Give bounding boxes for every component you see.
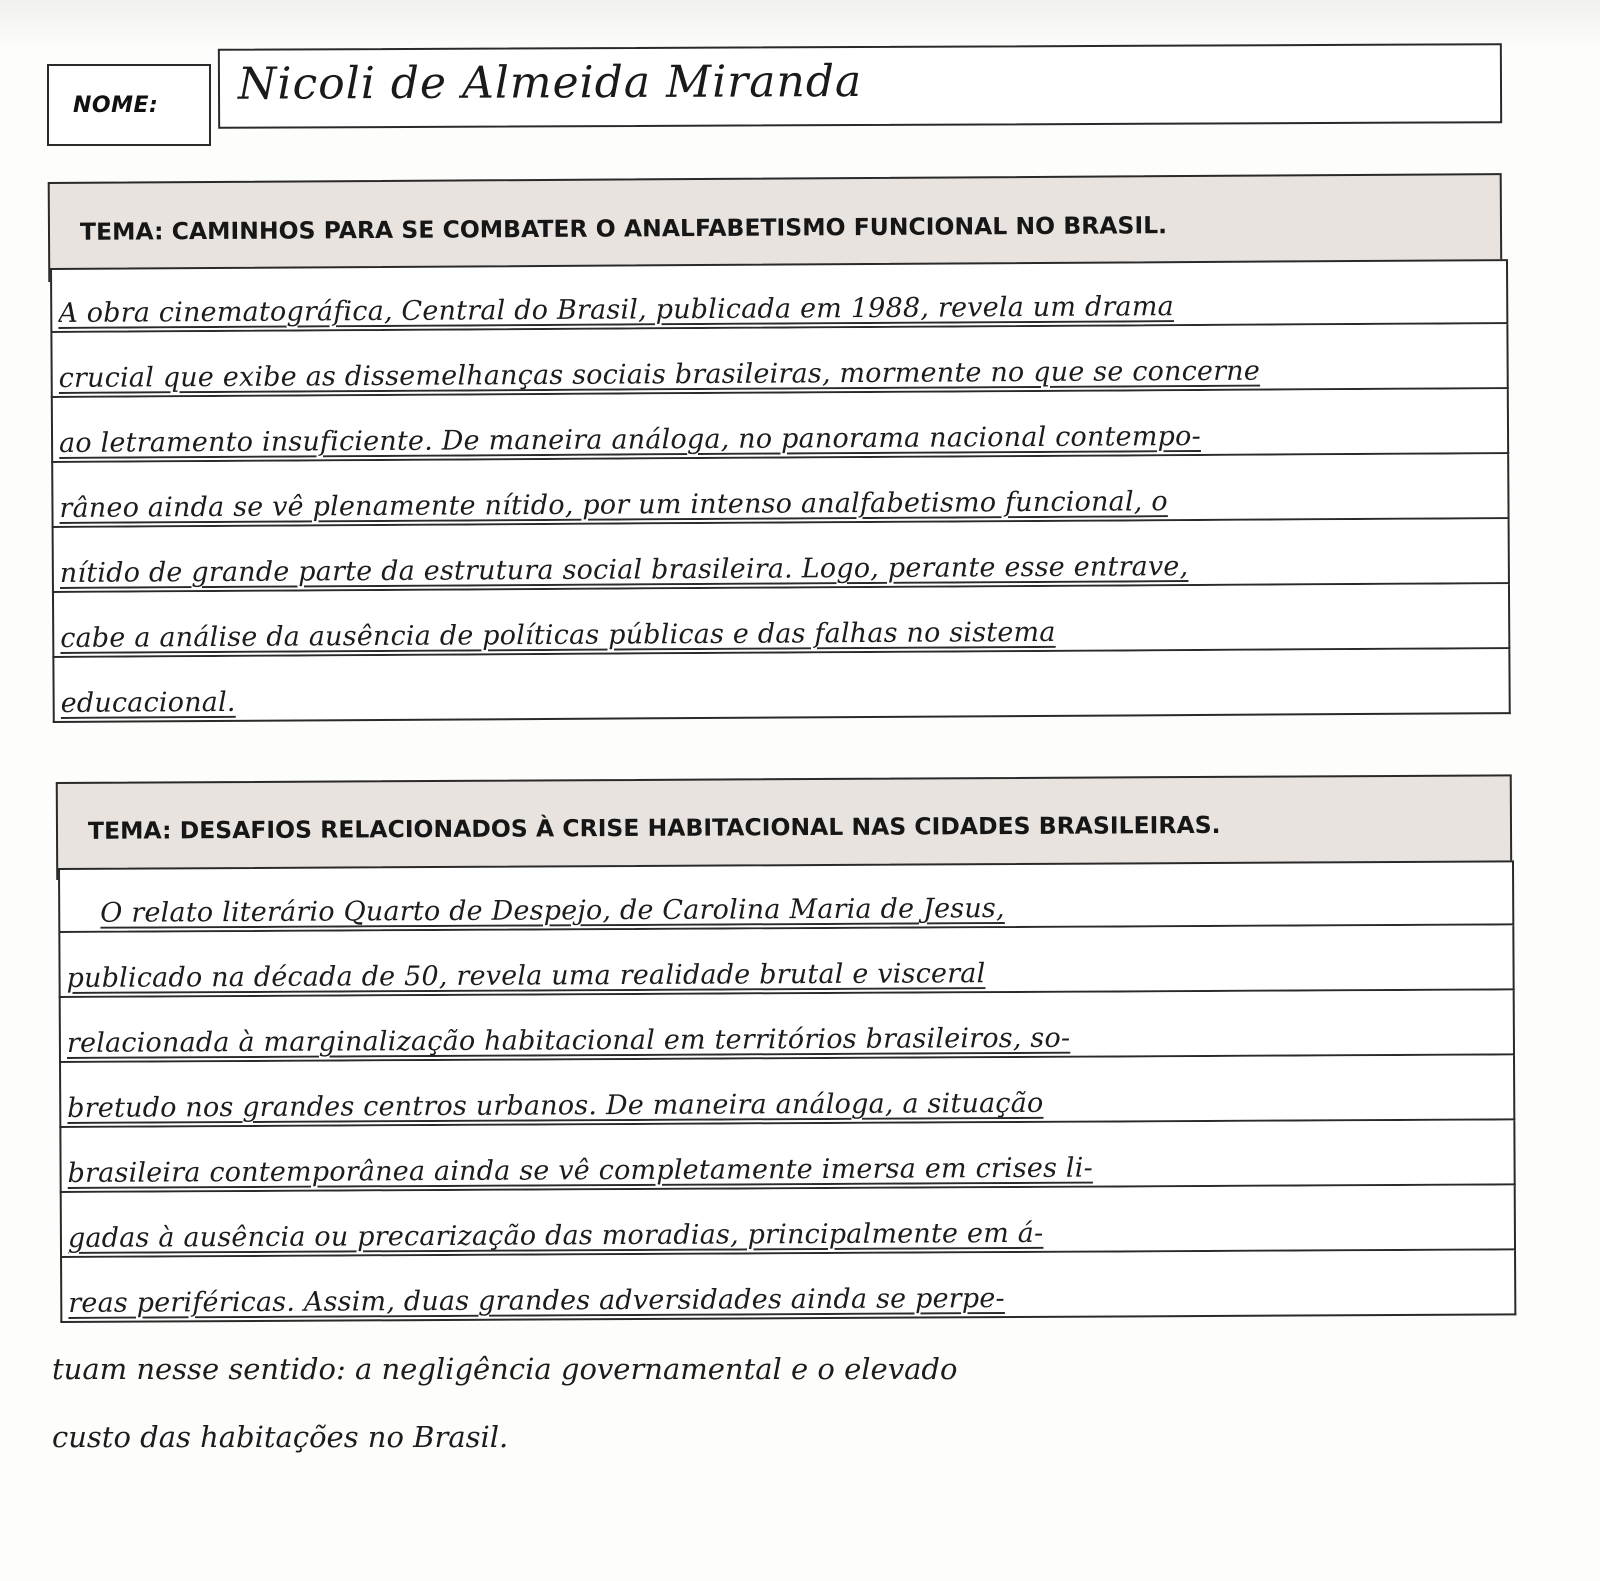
essay-line <box>59 1055 1515 1128</box>
essay-line <box>58 860 1514 933</box>
name-label-box <box>47 64 211 146</box>
essay-line-text: râneo ainda se vê plenamente nítido, por um intenso analfabetismo funcional, o <box>59 486 1168 524</box>
essay-line <box>59 990 1515 1063</box>
essay-2-lines <box>58 860 1516 1323</box>
essay-line-text: nítido de grande parte da estrutura social brasileira. Logo, perante esse entrave, <box>59 551 1189 589</box>
essay-line-text: ao letramento insuficiente. De maneira análoga, no panorama nacional contempo- <box>58 420 1201 459</box>
essay-line-text: relacionada à marginalização habitacional em territórios brasileiros, so- <box>66 1022 1071 1059</box>
essay-line <box>52 584 1510 658</box>
essay-line <box>50 259 1508 333</box>
essay-line <box>52 649 1510 723</box>
essay-line <box>52 519 1510 593</box>
essay-line <box>51 454 1509 528</box>
theme-title-1: TEMA: CAMINHOS PARA SE COMBATER O ANALFABETISMO FUNCIONAL NO BRASIL. <box>79 211 1168 246</box>
name-field <box>218 43 1502 129</box>
name-label: NOME: <box>73 92 159 118</box>
theme-title-2: TEMA: DESAFIOS RELACIONADOS À CRISE HABITACIONAL NAS CIDADES BRASILEIRAS. <box>87 810 1221 845</box>
essay-line-text: publicado na década de 50, revela uma realidade brutal e visceral <box>66 958 986 994</box>
essay-line-text: brasileira contemporânea ainda se vê completamente imersa em crises li- <box>67 1152 1093 1189</box>
essay-line-text: cabe a análise da ausência de políticas públicas e das falhas no sistema <box>60 616 1056 654</box>
essay-line-text: crucial que exibe as dissemelhanças sociais brasileiras, mormente no que se concerne <box>58 355 1261 394</box>
essay-line <box>60 1185 1516 1258</box>
essay-line-text: gadas à ausência ou precarização das moradias, principalmente em á- <box>67 1217 1044 1254</box>
essay-line-text: O relato literário Quarto de Despejo, de Carolina Maria de Jesus, <box>100 893 1005 929</box>
essay-line-text: reas periféricas. Assim, duas grandes adversidades ainda se perpe- <box>68 1283 1005 1319</box>
essay-free-line: custo das habitações no Brasil. <box>52 1420 509 1454</box>
scan-edge-shadow <box>0 0 1600 50</box>
essay-line-text: educacional. <box>60 686 236 719</box>
essay-line <box>50 324 1508 398</box>
essay-line <box>51 389 1509 463</box>
student-name: Nicoli de Almeida Miranda <box>237 55 863 110</box>
essay-line <box>59 1120 1515 1193</box>
essay-line-text: A obra cinematográfica, Central do Brasil, publicada em 1988, revela um drama <box>58 291 1174 329</box>
essay-line <box>60 1250 1516 1323</box>
essay-line-text: bretudo nos grandes centros urbanos. De maneira análoga, a situação <box>67 1087 1044 1124</box>
essay-1-lines <box>50 259 1511 723</box>
essay-line <box>58 925 1514 998</box>
essay-free-line: tuam nesse sentido: a negligência governamental e o elevado <box>52 1352 958 1386</box>
